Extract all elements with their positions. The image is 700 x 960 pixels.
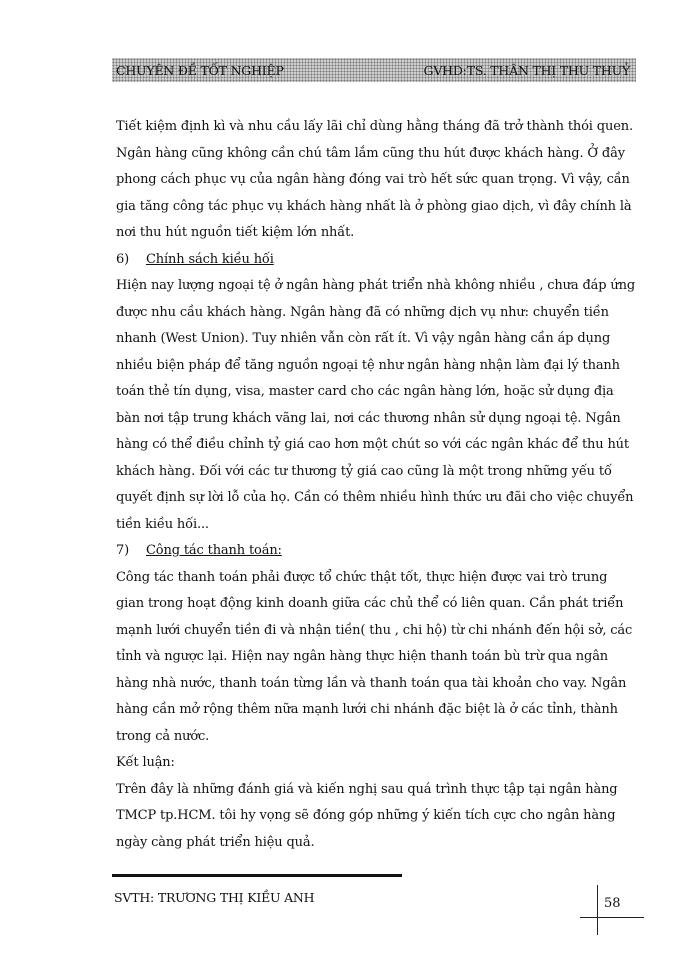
- page-number-rule-horizontal: [580, 917, 644, 918]
- paragraph-remittance: Hiện nay lượng ngoại tệ ở ngân hàng phát triển nhà không nhiều , chưa đáp ứng được nhu cầu khách hàng. Ngân hàng đã có những dịch vụ như: chuyển tiền nhanh (West Union). Tuy nhiên vẫn còn rất ít. Vì vậy ngân hàng cần áp dụng nhiều biện pháp để tăng nguồn ngoại tệ như ngân hàng nhận làm đại lý thanh toán thẻ tín dụng, visa, master card cho các ngân hàng lớn, hoặc sử dụng địa bàn nơi tập trung khách vãng lai, nơi các thương nhân sử dụng ngoại tệ. Ngân hàng có thể điều chỉnh tỷ giá cao hơn một chút so với các ngân khác để thu hút khách hàng. Đối với các tư thương tỷ giá cao cũng là một trong những yếu tố quyết định sự lời lỗ của họ. Cần có thêm nhiều hình thức ưu đãi cho việc chuyển tiền kiều hối...: [116, 278, 636, 532]
- footer-author: SVTH: TRƯƠNG THỊ KIỀU ANH: [114, 890, 315, 905]
- section-7-heading: [116, 538, 636, 565]
- section-6-title: Chính sách kiều hối: [146, 251, 274, 267]
- header-right: GVHD:TS. THÂN THỊ THU THUỶ: [423, 62, 630, 78]
- paragraph-conclusion: Trên đây là những đánh giá và kiến nghị sau quá trình thực tập tại ngân hàng TMCP tp.HCM. tôi hy vọng sẽ đóng góp những ý kiến tích cực cho ngân hàng ngày càng phát triển hiệu quả.: [116, 781, 618, 850]
- header-left: CHUYÊN ĐỀ TỐT NGHIỆP: [116, 62, 284, 78]
- conclusion-label: Kết luận:: [116, 755, 175, 770]
- page-number-rule-vertical: [597, 885, 598, 935]
- paragraph-savings: Tiết kiệm định kì và nhu cầu lấy lãi chỉ dùng hằng tháng đã trở thành thói quen. Ngân hàng cũng không cần chú tâm lắm cũng thu hút được khách hàng. Ở đây phong cách phục vụ của ngân hàng đóng vai trò hết sức quan trọng. Vì vậy, cần gia tăng công tác phục vụ khách hàng nhất là ở phòng giao dịch, vì đây chính là nơi thu hút nguồn tiết kiệm lớn nhất.: [116, 119, 633, 240]
- section-6-number: 6): [116, 251, 130, 267]
- page-number: 58: [604, 896, 621, 911]
- section-6-heading: [116, 247, 636, 274]
- page-header: [112, 58, 636, 82]
- footer-divider: [112, 874, 402, 877]
- section-7-title: Công tác thanh toán:: [146, 543, 282, 558]
- section-7-number: 7): [116, 543, 130, 558]
- paragraph-payment: Công tác thanh toán phải được tổ chức thật tốt, thực hiện được vai trò trung gian trong hoạt động kinh doanh giữa các chủ thể có liên quan. Cần phát triển mạnh lưới chuyển tiền đi và nhận tiền( thu , chi hộ) từ chi nhánh đến hội sở, các tỉnh và ngược lại. Hiện nay ngân hàng thực hiện thanh toán bù trừ qua ngân hàng nhà nước, thanh toán từng lần và thanh toán qua tài khoản cho vay. Ngân hàng cần mở rộng thêm nữa mạnh lưới chi nhánh đặc biệt là ở các tỉnh, thành trong cả nước.: [116, 569, 633, 744]
- page-body: [116, 114, 636, 856]
